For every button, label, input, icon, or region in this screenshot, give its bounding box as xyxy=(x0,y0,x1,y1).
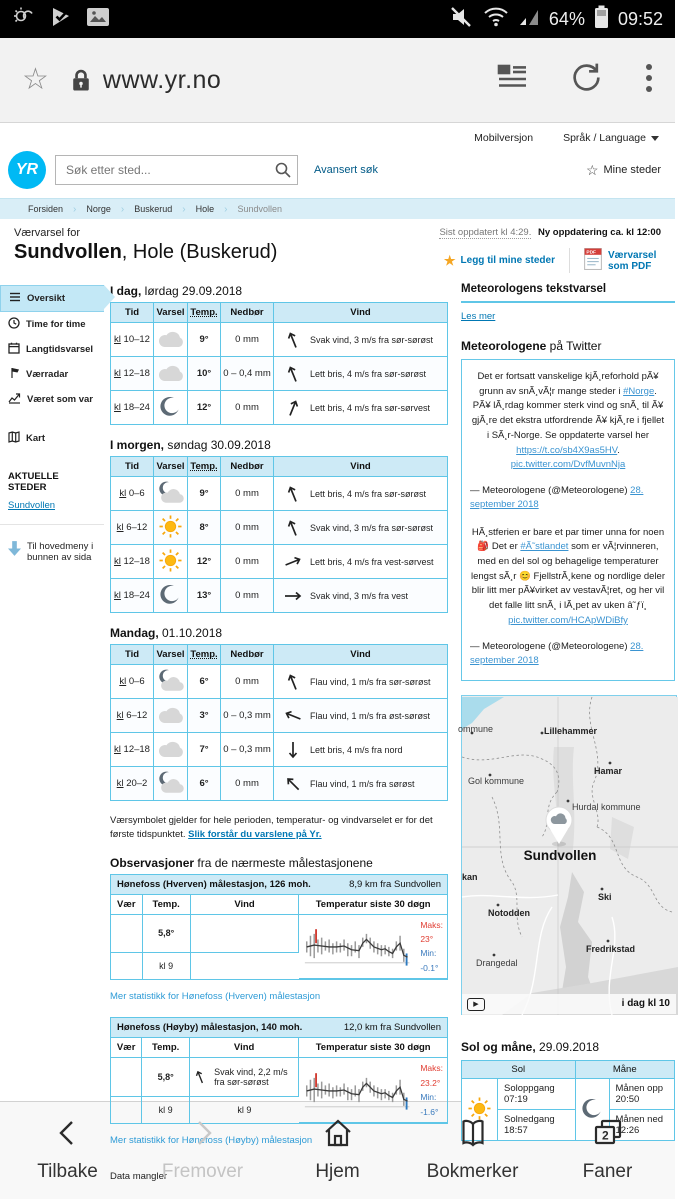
station-stats-link-hoyby[interactable]: Mer statistikk for Hønefoss (Høyby) målestasjon xyxy=(110,1135,313,1146)
pdf-download-button[interactable] xyxy=(569,248,661,273)
precipitation: 0 mm xyxy=(221,579,274,613)
obs-weather-time xyxy=(111,953,142,979)
table-row xyxy=(111,767,448,801)
moonset-time: Månen ned 12:26 xyxy=(609,1110,675,1141)
wind-cell: Flau vind, 1 m/s fra øst-sørøst xyxy=(274,699,448,733)
calendar-icon xyxy=(8,342,20,357)
sidebar-item-label: Oversikt xyxy=(27,293,66,304)
moonrise-time: Månen opp 20:50 xyxy=(609,1079,675,1110)
hashtag-link[interactable]: #Ã˜stlandet xyxy=(520,541,569,553)
hashtag-link[interactable]: #Norge xyxy=(623,385,655,397)
breadcrumb-separator: › xyxy=(73,203,77,215)
weather-notification-icon xyxy=(12,6,36,33)
page-title xyxy=(14,241,411,264)
wifi-icon xyxy=(483,6,509,32)
precipitation: 0 mm xyxy=(221,391,274,425)
sidebar-item-label: Været som var xyxy=(27,394,94,405)
forecast-table-day2 xyxy=(110,456,448,613)
screenshot-notification-icon xyxy=(86,7,110,32)
station-stats-link-hverven[interactable]: Mer statistikk for Hønefoss (Hverven) målestasjon xyxy=(110,991,321,1003)
wind-arrow-icon xyxy=(283,740,303,760)
sidebar-item-time-for-time[interactable] xyxy=(0,312,104,337)
temperature: 9° xyxy=(188,323,221,357)
weather-symbol-moon-icon xyxy=(154,391,188,425)
weather-symbol-cloud-icon xyxy=(154,699,188,733)
chart-icon xyxy=(8,392,21,407)
wind-arrow-icon xyxy=(280,480,306,506)
advanced-search-link[interactable]: Avansert søk xyxy=(314,164,378,176)
wind-arrow-icon xyxy=(280,394,306,420)
day1-date: lørdag 29.09.2018 xyxy=(141,284,243,298)
map-label: Drangedal xyxy=(476,958,518,969)
weather-symbol-moon-cloud-icon xyxy=(154,477,188,511)
tweet-2: HÃ¸stferien er bare et par timer unna for noen 🎒 Det er #Ã˜stlandet som er vÃ¦rvinneren, med en del sol og behagelige temperaturer lengst sÃ¸r 😊 FjellstrÃ¸kene og nordlige deler blir litt mer pÃ¥virket av vestavÃ¦ret, og her vil det falle litt snÃ¸ i lÃ¸pet av uken â˜ƒï¸ pic.twitter.com/HCApWDiBfy xyxy=(471,526,665,626)
wind-cell: Lett bris, 4 m/s fra nord xyxy=(274,733,448,767)
day3-heading xyxy=(110,626,448,640)
temperature: 12° xyxy=(188,545,221,579)
table-row xyxy=(111,733,448,767)
obs-wind xyxy=(190,914,299,953)
obs-temperature: 5,8° xyxy=(142,914,190,953)
wind-arrow-icon xyxy=(190,1067,211,1088)
weather-symbol-sun-icon xyxy=(154,545,188,579)
tweet-pic-link[interactable]: pic.twitter.com/HCApWDiBfy xyxy=(508,614,628,626)
sidebar-item-vaeret-som-var[interactable] xyxy=(0,387,104,412)
bookmark-star-icon[interactable]: ☆ xyxy=(22,63,49,96)
home-label: Hjem xyxy=(315,1161,360,1182)
data-missing-text: Data mangler xyxy=(110,1171,168,1182)
wind-arrow-icon xyxy=(280,360,306,386)
weather-symbol-moon-icon xyxy=(154,579,188,613)
map-label: Lillehammer xyxy=(544,726,598,737)
table-row xyxy=(111,579,448,613)
sidebar-item-vaerradar[interactable] xyxy=(0,362,104,387)
table-row xyxy=(111,323,448,357)
twitter-widget xyxy=(461,359,675,681)
forecast-table-day3 xyxy=(110,644,448,801)
pdf-label: Værvarsel som PDF xyxy=(608,249,657,272)
tab-count: 2 xyxy=(601,1128,609,1143)
my-places-link[interactable] xyxy=(586,162,661,179)
temperature: 13° xyxy=(188,579,221,613)
obs-wind-time xyxy=(190,953,299,979)
tweet-date-link[interactable]: 28. september 2018 xyxy=(470,485,644,511)
sunset-time: Solnedgang 18:57 xyxy=(498,1110,576,1141)
back-chevron-icon xyxy=(53,1118,83,1153)
day2-date: søndag 30.09.2018 xyxy=(164,438,271,452)
sidebar-item-label: Time for time xyxy=(26,319,86,330)
forecast-footnote: Værsymbolet gjelder for hele perioden, temperatur- og vindvarselet er for det første tidspunktet. Slik forstår du varslene på Yr. xyxy=(110,815,433,841)
sidebar-item-label: Kart xyxy=(26,433,46,444)
mobile-version-link[interactable]: Mobilversjon xyxy=(474,132,534,144)
open-book-icon xyxy=(456,1118,490,1153)
yr-logo[interactable]: YR xyxy=(8,151,46,189)
add-place-label: Legg til mine steder xyxy=(460,255,555,266)
time-cell[interactable]: kl 6–12 xyxy=(111,511,154,545)
star-icon: ★ xyxy=(443,252,456,268)
time-cell[interactable]: kl 18–24 xyxy=(111,579,154,613)
map-marker-label: Sundvollen xyxy=(523,848,597,864)
table-row xyxy=(111,914,447,953)
refresh-icon[interactable] xyxy=(570,61,603,99)
my-places-label: Mine steder xyxy=(603,164,661,176)
table-row xyxy=(111,1058,447,1097)
wind-cell: Svak vind, 3 m/s fra vest xyxy=(274,579,448,613)
forecast-main-column xyxy=(110,283,448,1182)
svg-text:PDF: PDF xyxy=(586,250,597,256)
back-button[interactable] xyxy=(0,1118,135,1183)
breadcrumb-separator: › xyxy=(182,203,186,215)
language-selector[interactable] xyxy=(563,132,659,144)
to-main-menu-link[interactable] xyxy=(0,524,104,563)
wind-arrow-icon xyxy=(283,586,303,606)
observations-heading xyxy=(110,856,448,870)
obs-col-temp: Temp. xyxy=(142,895,190,915)
day2-heading xyxy=(110,438,448,452)
obs-col-chart: Temperatur siste 30 døgn xyxy=(299,1038,447,1058)
col-varsel: Varsel xyxy=(154,645,188,665)
time-cell[interactable]: kl 12–18 xyxy=(111,357,154,391)
tabs-button[interactable] xyxy=(540,1118,675,1183)
obs-col-vind: Vind xyxy=(189,1038,298,1058)
obs-col-vind: Vind xyxy=(190,895,299,915)
precipitation: 0 mm xyxy=(221,767,274,801)
map-time-label: i dag kl 10 xyxy=(621,998,670,1010)
temperature: 7° xyxy=(188,733,221,767)
obs-wind-cell xyxy=(189,1058,298,1097)
temperature: 10° xyxy=(188,357,221,391)
sun-moon-date: 29.09.2018 xyxy=(535,1040,600,1055)
time-cell[interactable]: kl 6–12 xyxy=(111,699,154,733)
forward-label: Fremover xyxy=(161,1161,244,1182)
col-vind: Vind xyxy=(274,645,448,665)
right-column xyxy=(458,283,675,1182)
tweet-pic-link[interactable]: pic.twitter.com/DvfMuvnNja xyxy=(510,459,626,471)
sun-moon-title: Sol og måne, xyxy=(461,1040,536,1055)
precipitation: 0 mm xyxy=(221,477,274,511)
temperature: 8° xyxy=(188,511,221,545)
station-name: Hønefoss (Høyby) målestasjon, 140 moh. xyxy=(117,1022,303,1034)
wind-cell: Flau vind, 1 m/s fra sør-sørøst xyxy=(274,665,448,699)
radar-icon xyxy=(8,367,20,382)
map-icon xyxy=(8,431,20,446)
text-forecast-heading: Meteorologens tekstvarsel xyxy=(461,283,675,303)
forecast-table-day1 xyxy=(110,302,448,425)
breadcrumb-separator: › xyxy=(224,203,228,215)
weather-symbol-cloud-icon xyxy=(154,323,188,357)
read-more-link[interactable]: Les mer xyxy=(461,311,496,322)
col-temp: Temp. xyxy=(188,303,221,323)
table-row xyxy=(111,699,448,733)
table-row xyxy=(111,357,448,391)
map-pin-icon xyxy=(540,804,578,853)
map-label: Gol kommune xyxy=(468,776,525,787)
min-temperature: Min: -1.6° xyxy=(420,1092,439,1117)
sidebar-item-oversikt[interactable] xyxy=(0,285,104,312)
play-protect-notification-icon xyxy=(50,6,72,33)
wind-arrow-icon xyxy=(279,769,307,797)
precipitation: 0 – 0,3 mm xyxy=(221,699,274,733)
obs-temperature: 5,8° xyxy=(142,1058,190,1097)
how-to-read-forecast-link[interactable]: Slik forstår du varslene på Yr. xyxy=(188,829,322,841)
reader-mode-icon[interactable] xyxy=(497,64,528,96)
twitter-heading-bold: Meteorologene xyxy=(461,339,547,353)
forward-button[interactable] xyxy=(135,1118,270,1183)
precipitation: 0 – 0,3 mm xyxy=(221,733,274,767)
col-tid: Tid xyxy=(111,645,154,665)
obs-col-temp: Temp. xyxy=(142,1038,190,1058)
sparkline-chart xyxy=(303,1067,415,1113)
breadcrumb-sundvollen: Sundvollen xyxy=(237,204,282,214)
breadcrumb xyxy=(0,198,675,219)
obs-weather xyxy=(111,1058,142,1097)
wind-cell: Lett bris, 4 m/s fra sør-sørøst xyxy=(274,477,448,511)
table-row xyxy=(111,477,448,511)
map-label: Notodden xyxy=(488,908,530,919)
down-arrow-icon xyxy=(8,541,21,559)
clock: 09:52 xyxy=(617,8,663,29)
wind-cell: Svak vind, 3 m/s fra sør-sørøst xyxy=(274,323,448,357)
tweet-date-link[interactable]: 28. september 2018 xyxy=(470,640,644,666)
battery-icon xyxy=(594,5,609,34)
day2-title: I morgen, xyxy=(110,438,165,452)
temperature: 6° xyxy=(188,767,221,801)
station-name: Hønefoss (Hverven) målestasjon, 126 moh. xyxy=(117,878,311,890)
breadcrumb-separator: › xyxy=(120,203,125,215)
col-sol: Sol xyxy=(462,1061,576,1079)
day1-title: I dag, xyxy=(110,284,142,298)
map-label: Ski xyxy=(598,892,612,903)
wind-cell: Svak vind, 3 m/s fra sør-sørøst xyxy=(274,511,448,545)
to-menu-label: Til hovedmeny i bunnen av sida xyxy=(27,541,94,563)
bookmarks-button[interactable] xyxy=(405,1118,540,1183)
time-cell[interactable]: kl 0–6 xyxy=(111,665,154,699)
precipitation: 0 mm xyxy=(221,323,274,357)
weather-symbol-sun-icon xyxy=(154,511,188,545)
wind-arrow-icon xyxy=(280,326,306,352)
wind-cell: Lett bris, 4 m/s fra sør-sørvest xyxy=(274,391,448,425)
weather-symbol-cloud-icon xyxy=(154,357,188,391)
place-name: Sundvollen xyxy=(14,241,122,263)
tweet-1: Det er fortsatt vanskelige kjÃ¸reforhold pÃ¥ grunn av snÃ¸vÃ¦r mange steder i #Norge. PÃ¥ lÃ¸rdag kommer sterk vind og snÃ¸ til Ã¥ gjÃ¸re det ekstra utfordrende Ã¥ kjÃ¸re i fjellet i SÃ¸r-Norge. Se oppdaterte varsel her https://t.co/sb4X9as5HV. pic.twitter.com/DvfMuvnNja xyxy=(471,371,665,471)
url-text[interactable]: www.yr.no xyxy=(102,65,222,94)
col-vind: Vind xyxy=(274,457,448,477)
add-to-my-places-button[interactable] xyxy=(444,253,555,269)
weather-symbol-moon-cloud-icon xyxy=(154,767,188,801)
home-icon xyxy=(322,1118,354,1153)
signal-icon xyxy=(518,7,540,32)
map-toolbar xyxy=(462,994,676,1014)
table-row xyxy=(111,665,448,699)
breadcrumb-buskerud[interactable]: Buskerud xyxy=(134,204,173,214)
station-card-hverven xyxy=(110,874,448,981)
bookmarks-label: Bokmerker xyxy=(426,1161,519,1182)
day1-heading xyxy=(110,284,448,298)
weather-symbol-cloud-icon xyxy=(154,733,188,767)
map-label: kan xyxy=(462,872,478,883)
table-row xyxy=(111,545,448,579)
time-cell[interactable]: kl 18–24 xyxy=(111,391,154,425)
obs-temp-time: kl 9 xyxy=(142,1097,190,1123)
temperature: 6° xyxy=(188,665,221,699)
time-cell[interactable]: kl 12–18 xyxy=(111,733,154,767)
obs-weather xyxy=(111,914,142,953)
temperature: 3° xyxy=(188,699,221,733)
col-tid: Tid xyxy=(111,303,154,323)
col-tid: Tid xyxy=(111,457,154,477)
browser-address-bar xyxy=(0,38,675,123)
tweet-2-attribution: — Meteorologene (@Meteorologene) 28. september 2018 xyxy=(470,640,644,666)
forward-chevron-icon xyxy=(188,1118,218,1153)
wind-cell: Flau vind, 1 m/s fra sørøst xyxy=(274,767,448,801)
col-vind: Vind xyxy=(274,303,448,323)
sun-moon-heading xyxy=(461,1040,675,1054)
breadcrumb-forsiden[interactable]: Forsiden xyxy=(28,204,64,214)
temperature-sparkline xyxy=(299,914,447,979)
min-temperature: Min: -0.1° xyxy=(420,948,439,973)
twitter-heading-rest: på Twitter xyxy=(546,339,602,353)
lock-icon xyxy=(71,68,91,93)
place-region: , Hole (Buskerud) xyxy=(121,241,278,263)
max-temperature: Maks: 23° xyxy=(420,919,443,944)
breadcrumb-hole[interactable]: Hole xyxy=(195,204,215,214)
observations-subtitle: fra de nærmeste målestasjonene xyxy=(194,855,373,870)
temperature: 9° xyxy=(188,477,221,511)
table-row xyxy=(111,511,448,545)
chevron-down-icon xyxy=(651,136,659,141)
precipitation: 0 mm xyxy=(221,545,274,579)
map-label: ommune xyxy=(458,724,494,735)
search-input[interactable] xyxy=(55,155,298,185)
menu-kebab-icon[interactable] xyxy=(645,62,653,99)
time-cell[interactable]: kl 10–12 xyxy=(111,323,154,357)
sidebar-item-kart[interactable] xyxy=(0,426,104,451)
search-icon[interactable] xyxy=(275,162,291,183)
obs-wind-time: kl 9 xyxy=(237,1104,252,1115)
obs-wind-text: Svak vind, 2,2 m/s fra sør-sørøst xyxy=(214,1067,288,1088)
precipitation: 0 – 0,4 mm xyxy=(221,357,274,391)
sunrise-time: Soloppgang 07:19 xyxy=(498,1079,576,1110)
precipitation: 0 mm xyxy=(221,511,274,545)
col-varsel: Varsel xyxy=(154,303,188,323)
max-temperature: Maks: 23.2° xyxy=(420,1063,443,1088)
day3-title: Mandag, xyxy=(110,626,159,640)
wind-arrow-icon xyxy=(280,702,306,728)
list-icon xyxy=(9,291,21,306)
table-row xyxy=(111,391,448,425)
precipitation: 0 mm xyxy=(221,665,274,699)
sidebar-item-label: Værradar xyxy=(26,369,69,380)
temperature-sparkline xyxy=(299,1058,447,1123)
back-label: Tilbake xyxy=(37,1161,98,1182)
tabs-label: Faner xyxy=(582,1161,633,1182)
map-label: Hamar xyxy=(594,766,623,777)
time-cell[interactable]: kl 0–6 xyxy=(111,477,154,511)
observations-title: Observasjoner xyxy=(110,855,195,870)
sidebar-item-label: Langtidsvarsel xyxy=(26,344,94,355)
col-nedbor: Nedbør xyxy=(221,645,274,665)
next-update: Ny oppdatering ca. kl 12:00 xyxy=(537,227,661,238)
mute-icon xyxy=(450,6,474,33)
weather-map[interactable] xyxy=(458,695,677,1015)
obs-col-vaer: Vær xyxy=(111,895,142,915)
star-outline-icon: ☆ xyxy=(585,161,599,178)
sparkline-chart xyxy=(303,923,415,969)
pre-title: Værvarsel for xyxy=(14,227,81,239)
wind-arrow-icon xyxy=(280,514,306,540)
obs-col-vaer: Vær xyxy=(111,1038,142,1058)
map-play-button[interactable]: ▶ xyxy=(467,998,485,1011)
wind-arrow-icon xyxy=(280,668,306,694)
home-button[interactable] xyxy=(270,1118,405,1183)
wind-cell: Lett bris, 4 m/s fra sør-sørøst xyxy=(274,357,448,391)
last-updated: Sist oppdatert kl 4:29. xyxy=(439,227,532,238)
col-temp: Temp. xyxy=(188,457,221,477)
col-temp: Temp. xyxy=(188,645,221,665)
col-mane: Måne xyxy=(575,1061,675,1079)
battery-percent: 64% xyxy=(548,8,585,29)
twitter-heading xyxy=(461,339,675,353)
tweet-1-attribution: — Meteorologene (@Meteorologene) 28. september 2018 xyxy=(470,485,644,511)
time-cell[interactable]: kl 12–18 xyxy=(111,545,154,579)
sidebar xyxy=(0,283,104,1182)
android-status-bar xyxy=(0,0,675,38)
tabs-icon xyxy=(592,1118,624,1153)
station-distance: 8,9 km fra Sundvollen xyxy=(349,878,441,890)
col-varsel: Varsel xyxy=(154,457,188,477)
day3-date: 01.10.2018 xyxy=(158,626,223,640)
breadcrumb-norge[interactable]: Norge xyxy=(86,204,111,214)
temperature: 12° xyxy=(188,391,221,425)
time-cell[interactable]: kl 20–2 xyxy=(111,767,154,801)
col-nedbor: Nedbør xyxy=(221,457,274,477)
map-label: Fredrikstad xyxy=(586,944,636,955)
sidebar-item-langtidsvarsel[interactable] xyxy=(0,337,104,362)
col-nedbor: Nedbør xyxy=(221,303,274,323)
wind-arrow-icon xyxy=(280,548,306,574)
station-card-hoyby xyxy=(110,1017,448,1124)
station-distance: 12,0 km fra Sundvollen xyxy=(343,1022,441,1034)
clock-icon xyxy=(8,317,20,332)
wind-cell: Lett bris, 4 m/s fra vest-sørvest xyxy=(274,545,448,579)
map-label: Hurdal kommune xyxy=(572,802,641,813)
obs-col-chart: Temperatur siste 30 døgn xyxy=(299,895,447,915)
tweet-url-link[interactable]: https://t.co/sb4X9as5HV xyxy=(516,444,618,456)
obs-temp-time: kl 9 xyxy=(142,953,190,979)
pdf-icon xyxy=(584,248,602,273)
current-places-header: AKTUELLE STEDER xyxy=(8,471,59,493)
weather-symbol-moon-cloud-icon xyxy=(154,665,188,699)
sidebar-place-sundvollen[interactable]: Sundvollen xyxy=(8,500,56,511)
language-label: Språk / Language xyxy=(563,132,646,144)
